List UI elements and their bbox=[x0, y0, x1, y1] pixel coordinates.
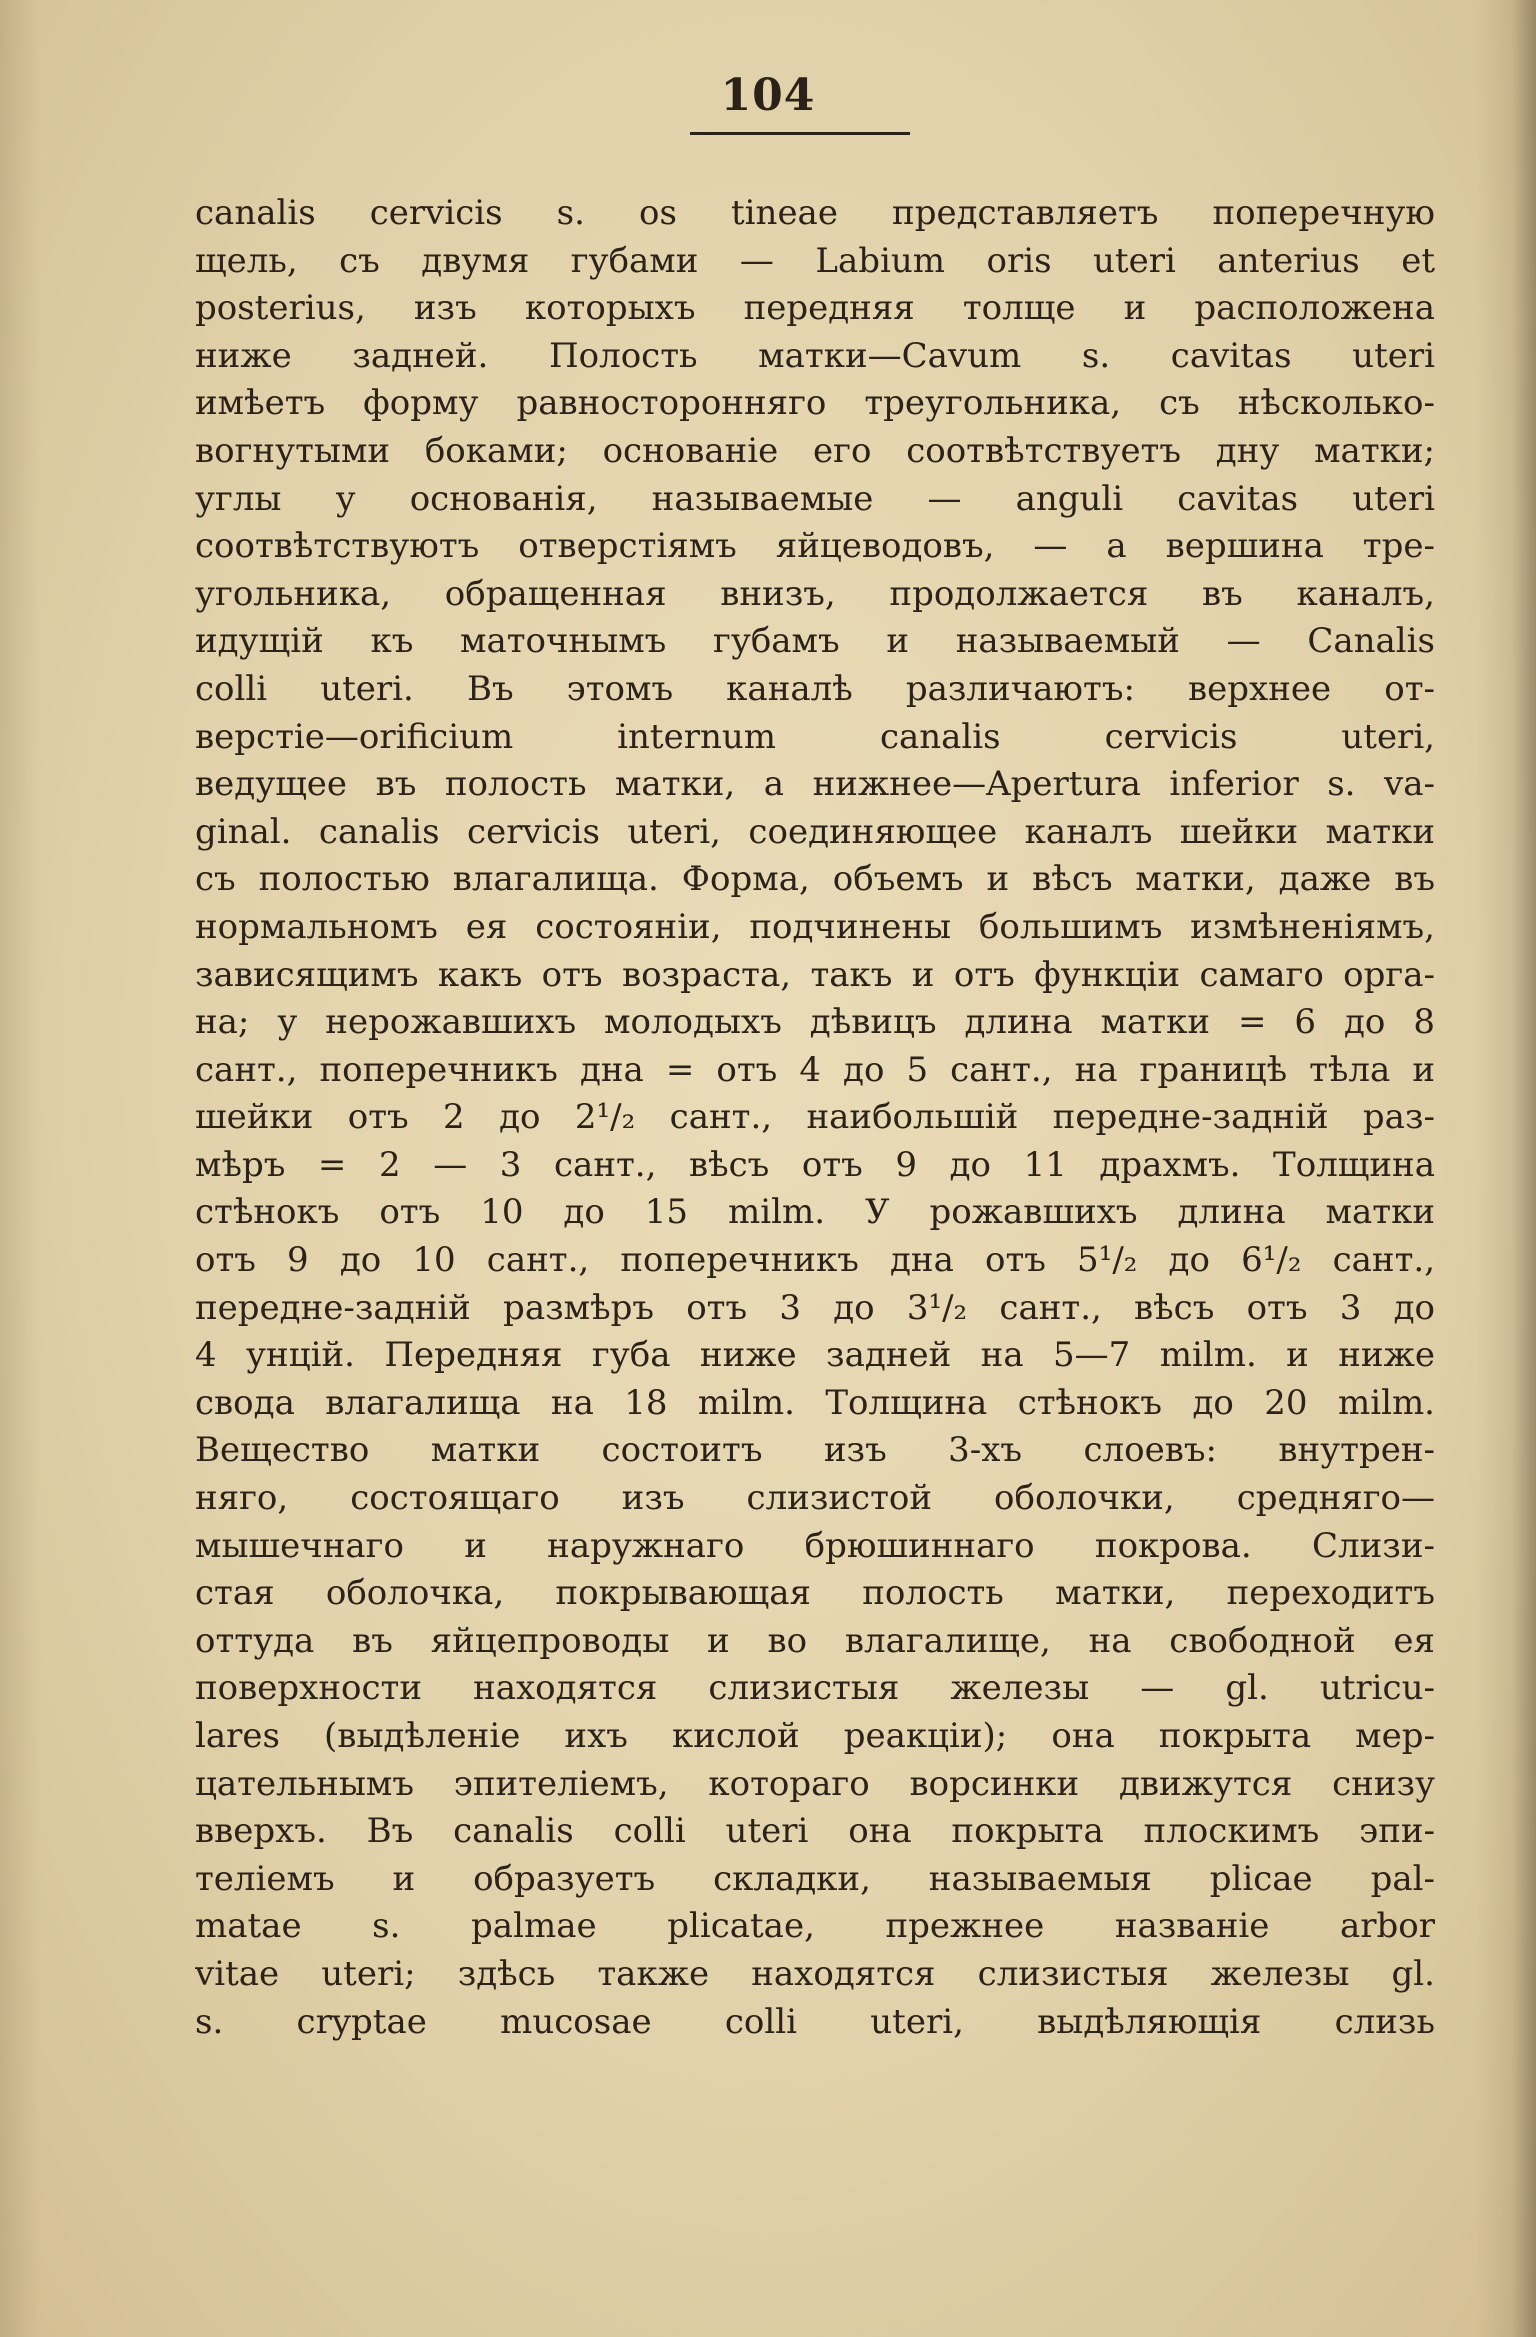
text-line: стая оболочка, покрывающая полость матки, переходитъ bbox=[195, 1573, 1435, 1614]
text-line: мѣръ = 2 — 3 сант., вѣсъ отъ 9 до 11 драхмъ. Толщина bbox=[195, 1144, 1435, 1185]
text-line: 4 унцій. Передняя губа ниже задней на 5—7 milm. и ниже bbox=[195, 1335, 1435, 1376]
text-line: верстіе—orificium internum canalis cervicis uteri, bbox=[195, 716, 1435, 757]
text-line: colli uteri. Въ этомъ каналѣ различаютъ: верхнее от- bbox=[195, 668, 1435, 709]
text-line: стѣнокъ отъ 10 до 15 milm. У рожавшихъ длина матки bbox=[195, 1192, 1435, 1233]
text-line: оттуда въ яйцепроводы и во влагалище, на свободной ея bbox=[195, 1620, 1435, 1661]
text-line: цательнымъ эпителіемъ, котораго ворсинки движутся снизу bbox=[195, 1763, 1435, 1804]
text-line: шейки отъ 2 до 2¹/₂ сант., наибольшій передне-задній раз- bbox=[195, 1097, 1435, 1138]
text-line: lares (выдѣленіе ихъ кислой реакціи); она покрыта мер- bbox=[195, 1716, 1435, 1756]
text-line: соотвѣтствуютъ отверстіямъ яйцеводовъ, — а вершина тре- bbox=[195, 526, 1435, 567]
text-line: имѣетъ форму равносторонняго треугольника, съ нѣсколько- bbox=[195, 383, 1435, 424]
text-line: s. cryptae mucosae colli uteri, выдѣляющія слизь bbox=[195, 2001, 1435, 2042]
text-line: теліемъ и образуетъ складки, называемыя plicae pal- bbox=[195, 1858, 1435, 1899]
text-line: posterius, изъ которыхъ передняя толще и расположена bbox=[195, 288, 1435, 329]
text-line: нормальномъ ея состояніи, подчинены большимъ измѣненіямъ, bbox=[195, 906, 1435, 947]
text-line: сант., поперечникъ дна = отъ 4 до 5 сант., на границѣ тѣла и bbox=[195, 1049, 1435, 1090]
text-line: vitae uteri; здѣсь также находятся слизистыя железы gl. bbox=[195, 1953, 1435, 1994]
text-line: мышечнаго и наружнаго брюшиннаго покрова. Слизи- bbox=[195, 1525, 1435, 1566]
body-text bbox=[195, 190, 1435, 2046]
text-line: вверхъ. Въ canalis colli uteri она покрыта плоскимъ эпи- bbox=[195, 1811, 1435, 1852]
text-line: няго, состоящаго изъ слизистой оболочки, средняго— bbox=[195, 1478, 1435, 1519]
text-line: ниже задней. Полость матки—Cavum s. cavitas uteri bbox=[195, 335, 1435, 376]
text-line: съ полостью влагалища. Форма, объемъ и вѣсъ матки, даже въ bbox=[195, 859, 1435, 900]
text-line: Вещество матки состоитъ изъ 3-хъ слоевъ: внутрен- bbox=[195, 1430, 1435, 1471]
text-line: matae s. palmae plicatae, прежнее названіе arbor bbox=[195, 1906, 1435, 1947]
text-line: на; у нерожавшихъ молодыхъ дѣвицъ длина матки = 6 до 8 bbox=[195, 1002, 1435, 1043]
text-line: ginal. canalis cervicis uteri, соединяющее каналъ шейки матки bbox=[195, 811, 1435, 852]
page-number: 104 bbox=[720, 70, 816, 121]
text-line: щель, съ двумя губами — Labium oris uteri anterius et bbox=[195, 240, 1435, 281]
text-line: передне-задній размѣръ отъ 3 до 3¹/₂ сант., вѣсъ отъ 3 до bbox=[195, 1287, 1435, 1328]
text-line: углы у основанія, называемые — anguli cavitas uteri bbox=[195, 478, 1435, 519]
text-line: угольника, обращенная внизъ, продолжается въ каналъ, bbox=[195, 573, 1435, 614]
text-line: идущій къ маточнымъ губамъ и называемый — Canalis bbox=[195, 621, 1435, 662]
text-line: вогнутыми боками; основаніе его соотвѣтствуетъ дну матки; bbox=[195, 430, 1435, 471]
text-line: свода влагалища на 18 milm. Толщина стѣнокъ до 20 milm. bbox=[195, 1382, 1435, 1423]
page-number-rule bbox=[690, 132, 910, 135]
text-line: зависящимъ какъ отъ возраста, такъ и отъ функціи самаго орга- bbox=[195, 954, 1435, 995]
page-shadow-right bbox=[1476, 0, 1536, 2337]
text-line: поверхности находятся слизистыя железы — gl. utricu- bbox=[195, 1668, 1435, 1709]
text-line: ведущее въ полость матки, а нижнее—Apertura inferior s. va- bbox=[195, 764, 1435, 805]
text-line: отъ 9 до 10 сант., поперечникъ дна отъ 5¹/₂ до 6¹/₂ сант., bbox=[195, 1240, 1435, 1281]
text-line: canalis cervicis s. os tineae представляетъ поперечную bbox=[195, 193, 1435, 233]
page-shadow-left bbox=[0, 0, 40, 2337]
